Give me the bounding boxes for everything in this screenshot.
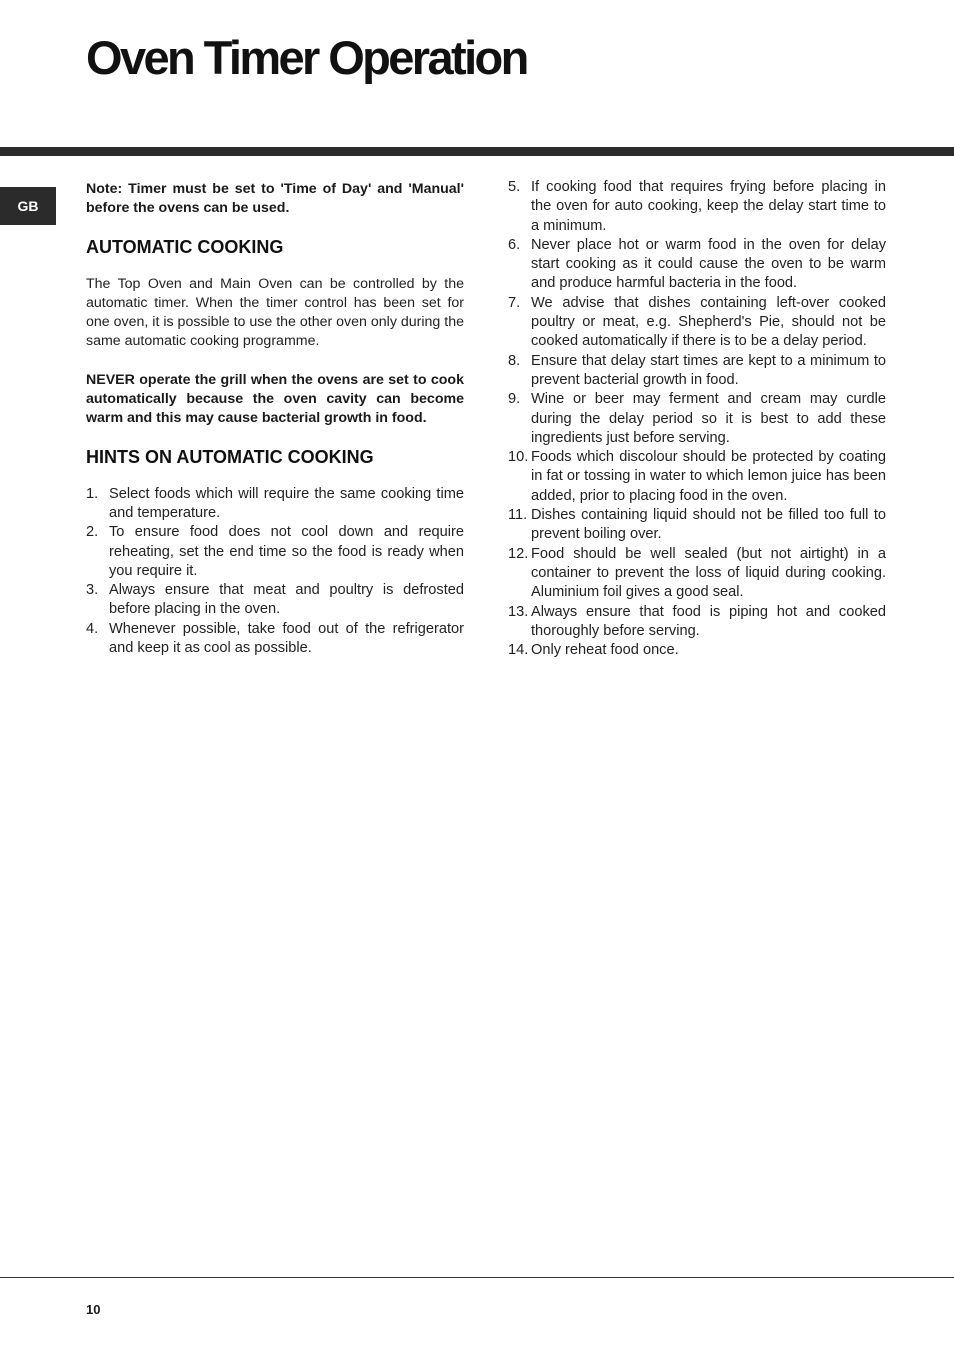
list-item-number: 12. — [508, 545, 529, 562]
automatic-cooking-paragraph: The Top Oven and Main Oven can be controlled by the automatic timer. When the timer control has been set for one oven, it is possible to use the other oven only during the same automatic cooking programme. — [86, 275, 464, 350]
list-item — [508, 390, 886, 448]
list-item — [508, 641, 886, 660]
list-item-text: Only reheat food once. — [531, 642, 679, 659]
list-item-text: To ensure food does not cool down and require reheating, set the end time so the food is ready when you require it. — [109, 524, 464, 579]
list-item-text: Food should be well sealed (but not airtight) in a container to prevent the loss of liquid during cooking. Aluminium foil gives a good seal. — [531, 545, 886, 601]
list-item-number: 1. — [86, 485, 99, 502]
list-item-text: Foods which discolour should be protected by coating in fat or tossing in water to which lemon juice has been added, prior to placing food in the oven. — [531, 449, 886, 504]
grill-warning: NEVER operate the grill when the ovens are set to cook automatically because the oven cavity can become warm and this may cause bacterial growth in food. — [86, 371, 464, 427]
list-item — [508, 178, 886, 236]
hints-list-left — [86, 485, 464, 659]
list-item — [86, 620, 464, 659]
header-divider — [0, 147, 954, 156]
list-item-number: 6. — [508, 236, 521, 253]
list-item-text: Always ensure that food is piping hot and cooked thoroughly before serving. — [531, 603, 886, 639]
list-item — [508, 294, 886, 352]
list-item-text: If cooking food that requires frying before placing in the oven for auto cooking, keep the delay start time to a minimum. — [531, 179, 886, 234]
list-item-number: 3. — [86, 582, 99, 599]
list-item — [508, 603, 886, 642]
list-item-number: 5. — [508, 179, 521, 195]
list-item-text: Select foods which will require the same cooking time and temperature. — [109, 485, 464, 521]
list-item-text: Wine or beer may ferment and cream may curdle during the delay period so it is best to add these ingredients just before serving. — [531, 391, 886, 446]
list-item — [508, 448, 886, 506]
list-item-number: 14. — [508, 642, 529, 659]
list-item — [508, 236, 886, 294]
list-item-number: 9. — [508, 391, 521, 408]
timer-note: Note: Timer must be set to 'Time of Day' and 'Manual' before the ovens can be used. — [86, 181, 464, 217]
hints-heading: HINTS ON AUTOMATIC COOKING — [86, 446, 374, 467]
list-item-text: Whenever possible, take food out of the refrigerator and keep it as cool as possible. — [109, 620, 464, 657]
language-tab: GB — [0, 187, 56, 225]
right-column — [508, 178, 886, 660]
list-item-text: Never place hot or warm food in the oven for delay start cooking as it could cause the oven to be warm and produce harmful bacteria in the food. — [531, 236, 886, 292]
list-item — [86, 485, 464, 524]
list-item — [86, 523, 464, 581]
list-item-text: We advise that dishes containing left-over cooked poultry or meat, e.g. Shepherd's Pie, should not be cooked automatically if there is to be a delay period. — [531, 294, 886, 350]
page-number: 10 — [86, 1302, 101, 1317]
list-item — [508, 545, 886, 603]
list-item-number: 8. — [508, 352, 521, 369]
hints-list-right — [508, 178, 886, 660]
list-item-number: 2. — [86, 524, 99, 541]
list-item-text: Dishes containing liquid should not be filled too full to prevent boiling over. — [531, 507, 886, 543]
list-item-number: 11. — [508, 507, 528, 524]
list-item-number: 4. — [86, 620, 99, 637]
automatic-cooking-heading: AUTOMATIC COOKING — [86, 236, 284, 257]
list-item-number: 7. — [508, 294, 521, 311]
list-item-number: 13. — [508, 603, 529, 620]
page-title: Oven Timer Operation — [86, 31, 527, 84]
left-column — [86, 180, 464, 658]
list-item-number: 10. — [508, 449, 529, 466]
footer-divider — [0, 1277, 954, 1278]
list-item — [508, 352, 886, 391]
list-item-text: Ensure that delay start times are kept to a minimum to prevent bacterial growth in food. — [531, 352, 886, 388]
list-item-text: Always ensure that meat and poultry is defrosted before placing in the oven. — [109, 582, 464, 618]
list-item — [508, 506, 886, 545]
list-item — [86, 581, 464, 620]
